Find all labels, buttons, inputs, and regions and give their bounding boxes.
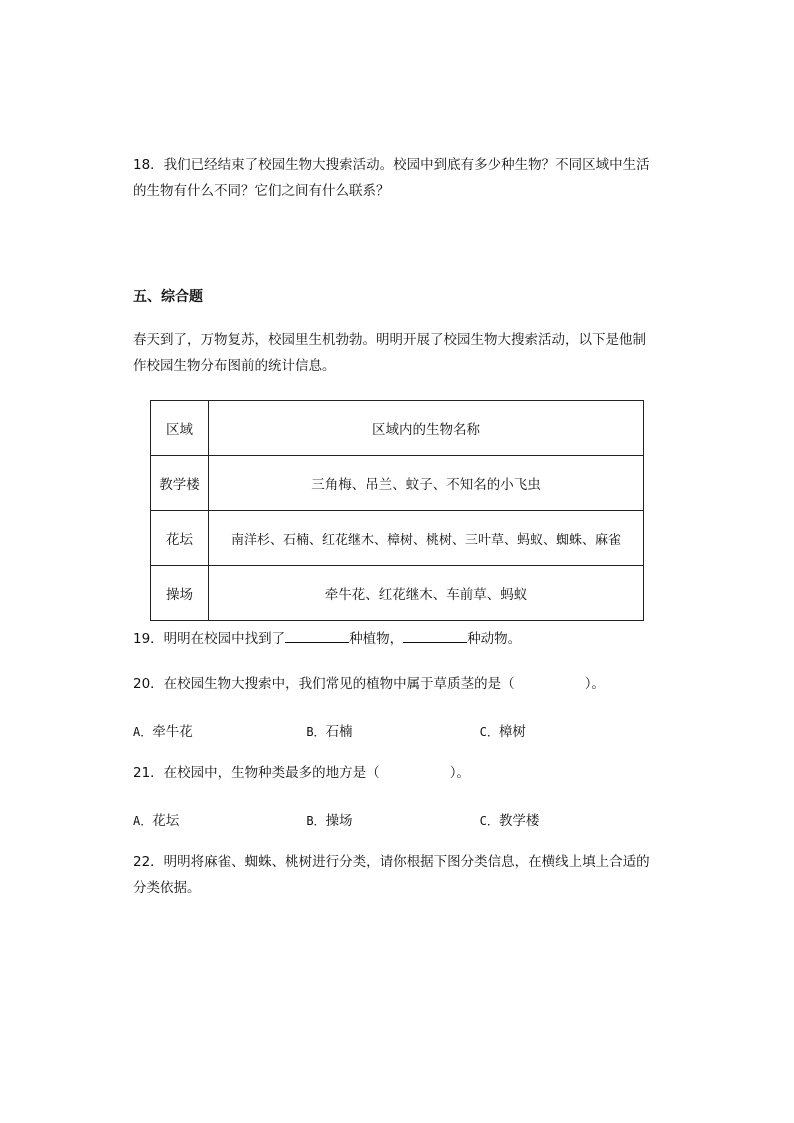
option-a[interactable]: A．花坛 <box>133 813 180 829</box>
table-cell-area: 花坛 <box>151 511 209 566</box>
answer-blank-animals[interactable] <box>403 628 467 643</box>
q22-line1: 22．明明将麻雀、蜘蛛、桃树进行分类，请你根据下图分类信息，在横线上填上合适的 <box>133 854 650 870</box>
q22-line2: 分类依据。 <box>133 880 201 896</box>
option-c[interactable]: C．教学楼 <box>479 813 540 829</box>
table-cell-organisms: 三角梅、吊兰、蚊子、不知名的小飞虫 <box>209 456 644 511</box>
table-cell-organisms: 牵牛花、红花继木、车前草、蚂蚁 <box>209 566 644 621</box>
table-header-cell: 区域 <box>151 401 209 456</box>
q19-text-1: 19．明明在校园中找到了 <box>133 631 286 647</box>
q20-stem: 20．在校园生物大搜索中，我们常见的植物中属于草质茎的是（ <box>133 676 515 692</box>
option-a[interactable]: A．牵牛花 <box>133 724 193 740</box>
question-22 <box>133 849 673 901</box>
question-21 <box>133 760 673 786</box>
q21-options <box>133 809 653 829</box>
table-row <box>151 511 644 566</box>
question-20 <box>133 671 673 697</box>
question-19 <box>133 626 673 652</box>
question-18 <box>133 152 673 204</box>
option-b[interactable]: B．操场 <box>306 813 353 829</box>
q19-text-2: 种植物， <box>349 631 404 647</box>
option-c[interactable]: C．樟树 <box>479 724 526 740</box>
intro-line1: 春天到了，万物复苏，校园里生机勃勃。明明开展了校园生物大搜索活动，以下是他制 <box>133 332 646 348</box>
table-cell-area: 操场 <box>151 566 209 621</box>
intro-paragraph <box>133 327 673 379</box>
table-header-cell: 区域内的生物名称 <box>209 401 644 456</box>
table-row <box>151 456 644 511</box>
answer-blank-plants[interactable] <box>285 628 349 643</box>
q21-stem-end: ）。 <box>449 765 470 781</box>
table-cell-area: 教学楼 <box>151 456 209 511</box>
table-row <box>151 566 644 621</box>
q20-options <box>133 720 653 740</box>
intro-line2: 作校园生物分布图前的统计信息。 <box>133 358 336 374</box>
q19-text-3: 种动物。 <box>467 631 522 647</box>
organism-table <box>150 400 644 621</box>
q18-line1: 18．我们已经结束了校园生物大搜索活动。校园中到底有多少种生物？不同区域中生活 <box>133 157 650 173</box>
q21-stem: 21．在校园中，生物种类最多的地方是（ <box>133 765 380 781</box>
section-heading: 五、综合题 <box>133 289 203 305</box>
table-cell-organisms: 南洋杉、石楠、红花继木、樟树、桃树、三叶草、蚂蚁、蜘蛛、麻雀 <box>209 511 644 566</box>
option-b[interactable]: B．石楠 <box>306 724 353 740</box>
q18-line2: 的生物有什么不同？它们之间有什么联系？ <box>133 183 390 199</box>
table-header-row <box>151 401 644 456</box>
q20-stem-end: ）。 <box>584 676 605 692</box>
